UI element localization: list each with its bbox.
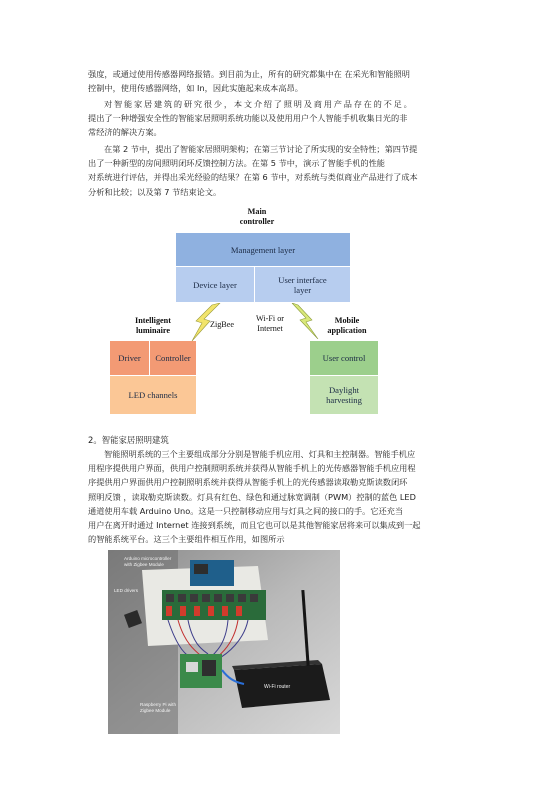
architecture-diagram bbox=[104, 203, 448, 417]
daylight-harvesting-block bbox=[310, 376, 378, 414]
text-line: 对系统进行评估，并得出采光经验的结果？在第 6 节中，对系统与类似商业产品进行了成本 bbox=[88, 172, 418, 183]
text-line: 提出了一种增强安全性的智能家居照明系统功能以及使用用户个人智能手机收集日光的非 bbox=[88, 113, 408, 124]
text-line: 用程序提供用户界面，供用户控制照明系统并获得从智能手机上的光传感器智能手机应用程 bbox=[88, 463, 416, 474]
led-drivers-caption: LED drivers bbox=[114, 588, 138, 593]
text-line: 的智能系统平台。这三个主要组件相互作用，如图所示 bbox=[88, 534, 285, 545]
paragraph-contribution bbox=[88, 97, 472, 140]
controller-block: Controller bbox=[150, 341, 196, 375]
arduino-caption: Arduino microcontroller with Zigbee Module bbox=[124, 556, 172, 567]
user-interface-layer-block bbox=[255, 267, 350, 302]
text-line: 常经济的解决方案。 bbox=[88, 127, 162, 138]
daylight-harvesting-text: Daylight harvesting bbox=[326, 385, 362, 405]
user-interface-layer-text: User interface layer bbox=[278, 274, 327, 295]
main-controller-label: Main controller bbox=[239, 207, 275, 226]
hardware-photo bbox=[108, 550, 340, 734]
text-line: 智能照明系统的三个主要组成部分分别是智能手机应用、灯具和主控制器。智能手机应 bbox=[104, 449, 416, 459]
device-layer-block: Device layer bbox=[176, 267, 254, 302]
text-line: 强度，或通过使用传感器网络报错。到目前为止，所有的研究都集中在 在采光和智能照明 bbox=[88, 69, 410, 79]
raspberry-pi-caption: Raspberry Pi with Zigbee Module bbox=[140, 702, 176, 713]
wifi-router-caption: Wi-Fi router bbox=[264, 684, 291, 690]
led-channels-block: LED channels bbox=[110, 376, 196, 414]
text-line: 出了一种新型的房间照明闭环反馈控制方法。在第 5 节中，演示了智能手机的性能 bbox=[88, 158, 385, 169]
paragraph-outline bbox=[88, 142, 472, 199]
paragraph-intro bbox=[88, 67, 472, 95]
text-line: 在第 2 节中，提出了智能家居照明架构；在第三节讨论了所实现的安全特性；第四节提 bbox=[104, 144, 418, 154]
text-line: 对智能家居建筑的研究很少，本文介绍了照明及商用产品存在的不足。 bbox=[104, 99, 414, 109]
mobile-application-label: Mobile application bbox=[327, 316, 367, 335]
text-line: 控制中，使用传感器网络，如 In，因此实施起来成本高昂。 bbox=[88, 83, 303, 94]
wifi-internet-label: Wi-Fi or Internet bbox=[255, 314, 285, 333]
text-line: 照明反馈 ，读取勒克斯读数。灯具有红色、绿色和通过脉宽调制（PWM）控制的蓝色 LED bbox=[88, 491, 416, 502]
zigbee-label: ZigBee bbox=[209, 320, 235, 329]
driver-block: Driver bbox=[110, 341, 149, 375]
text-line: 序提供用户界面供用户控制照明系统并获得从智能手机上的光传感器读取勒克斯读数闭环 bbox=[88, 477, 408, 488]
text-line: 用户在离开时通过 Internet 连接到系统，而且它也可以是其他智能家居将来可以集成到一起 bbox=[88, 520, 421, 531]
intelligent-luminaire-label: Intelligent luminaire bbox=[135, 316, 171, 335]
text-line: 分析和比较；以及第 7 节结束论文。 bbox=[88, 186, 222, 197]
text-line: 通道使用车载 Arduino Uno。这是一只控制移动应用与灯具之间的接口的手。它还充当 bbox=[88, 505, 404, 516]
management-layer-block: Management layer bbox=[176, 233, 350, 266]
paragraph-architecture bbox=[88, 447, 472, 546]
user-control-block: User control bbox=[310, 341, 378, 375]
section-heading: 2。智能家居照明建筑 bbox=[88, 435, 169, 445]
